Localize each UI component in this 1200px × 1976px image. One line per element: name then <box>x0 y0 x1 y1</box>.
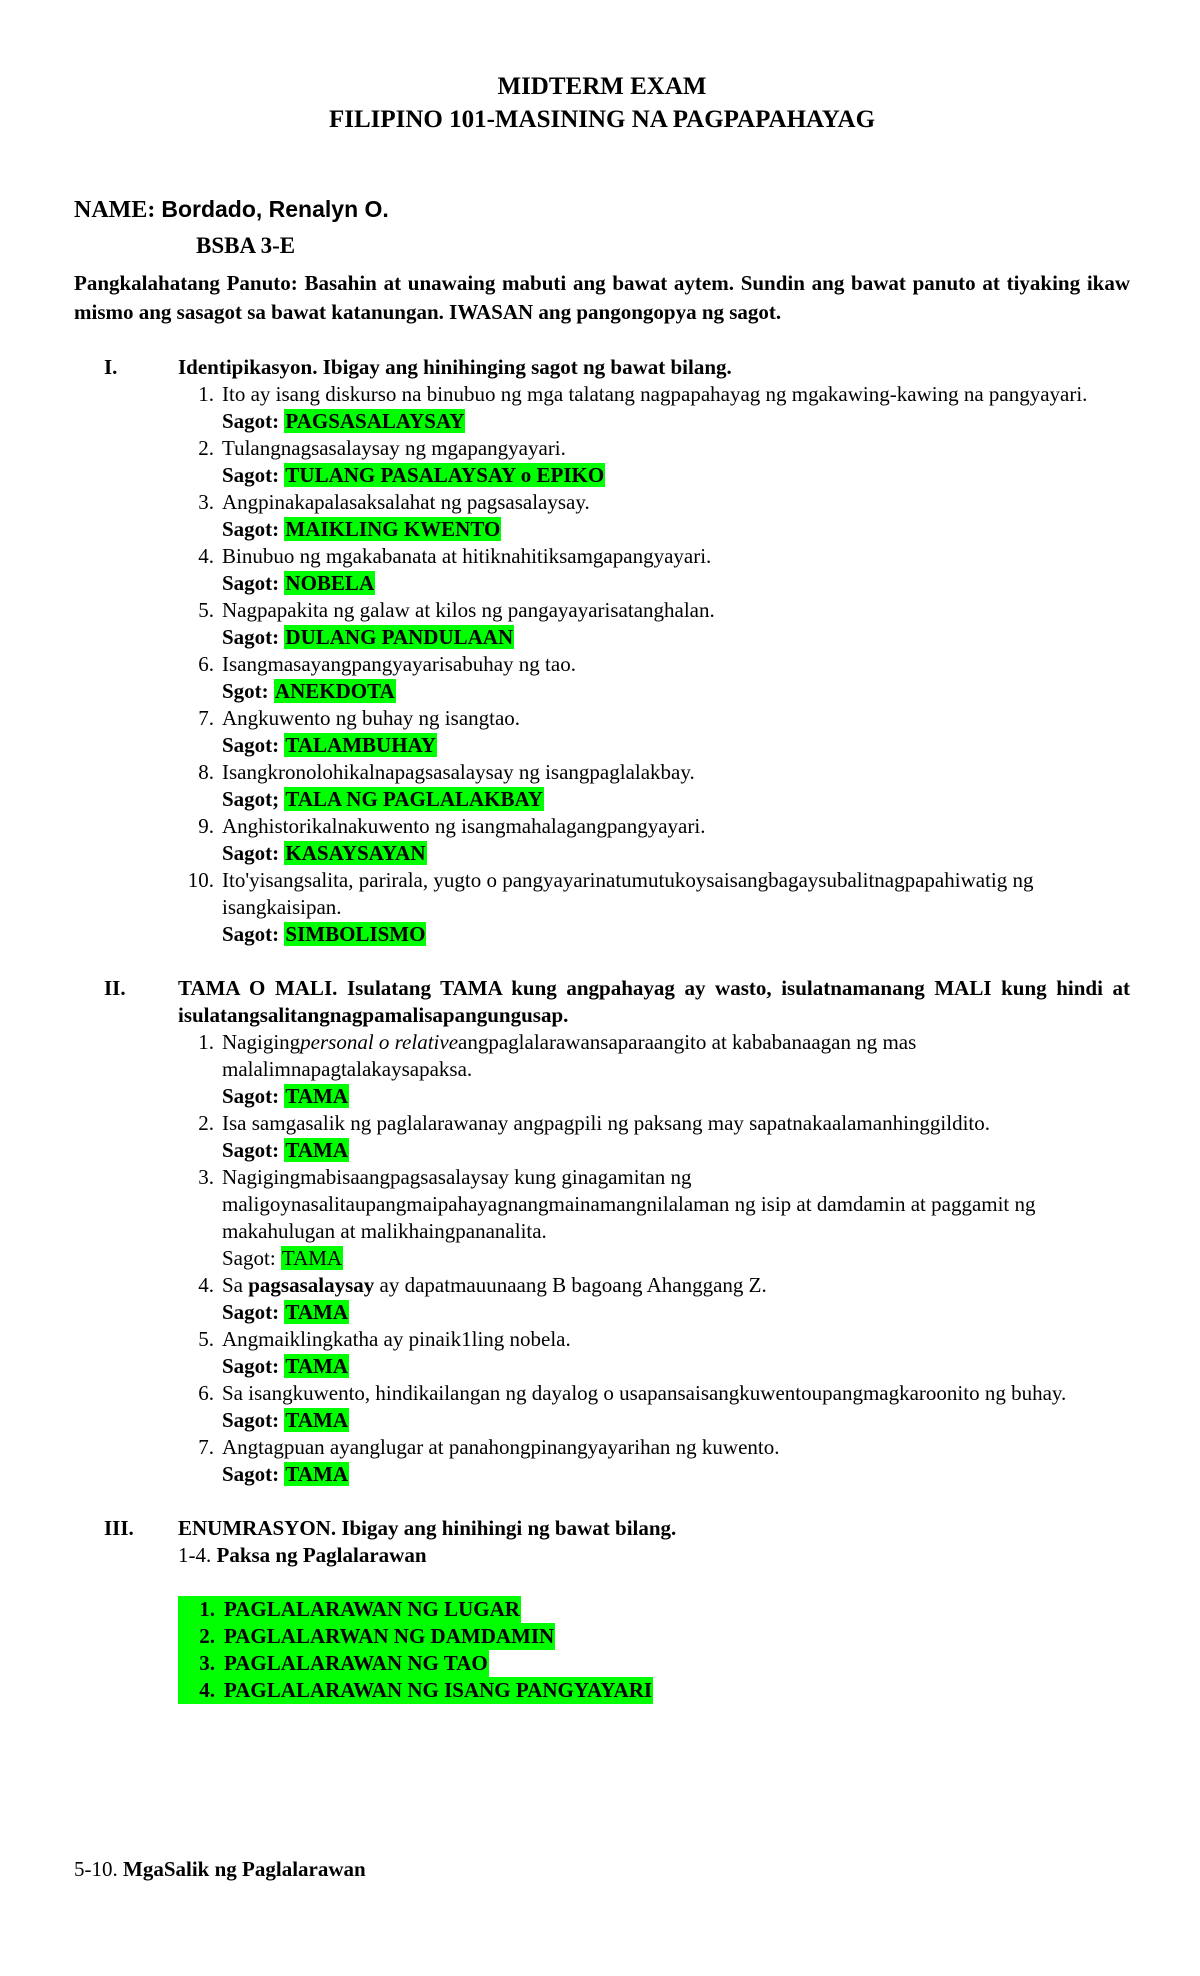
answer-label: Sagot: <box>222 1300 285 1324</box>
section-number: I. <box>104 355 118 379</box>
answer-label: Sagot: <box>222 1408 285 1432</box>
answer-label: Sagot: <box>222 1084 285 1108</box>
subheading-number: 1-4. <box>178 1543 217 1567</box>
question-item <box>178 1326 1130 1380</box>
answer-line <box>222 786 1130 813</box>
section-heading <box>74 1515 1130 1542</box>
answer-text: TALAMBUHAY <box>285 733 436 757</box>
question-number: 6. <box>198 652 214 676</box>
question-text: Isa samgasalik ng paglalarawanay angpagpili ng paksang may sapatnakaalamanhinggildito. <box>222 1111 991 1135</box>
enumeration-number: 3. <box>178 1650 223 1677</box>
enumeration-answer: PAGLALARAWAN NG TAO <box>224 1651 488 1675</box>
question-number: 4. <box>198 544 214 568</box>
question-text: Isangmasayangpangyayarisabuhay ng tao. <box>222 652 576 676</box>
answer-label: Sagot: <box>222 1354 285 1378</box>
answer-text: TAMA <box>285 1462 349 1486</box>
question-text-part: Nagiging <box>222 1030 301 1054</box>
question-text: Sa isangkuwento, hindikailangan ng dayalog o usapansaisangkuwentoupangmagkaroonito ng buhay. <box>222 1381 1067 1405</box>
answer-text: PAGSASALAYSAY <box>285 409 465 433</box>
answer-label: Sgot: <box>222 679 274 703</box>
question-number: 1. <box>198 1030 214 1054</box>
question-text: Angmaiklingkatha ay pinaik1ling nobela. <box>222 1327 571 1351</box>
student-name-line <box>74 194 1130 225</box>
section-title: ENUMRASYON. Ibigay ang hinihingi ng bawat bilang. <box>178 1516 677 1540</box>
question-number: 1. <box>198 382 214 406</box>
question-number: 9. <box>198 814 214 838</box>
question-text: Binubuo ng mgakabanata at hitiknahitiksamgapangyayari. <box>222 544 712 568</box>
answer-line <box>222 1299 1130 1326</box>
answer-label: Sagot: <box>222 841 285 865</box>
question-item <box>178 651 1130 705</box>
answer-text: TAMA <box>285 1084 349 1108</box>
answer-text: TALA NG PAGLALAKBAY <box>285 787 543 811</box>
answer-line <box>222 1083 1130 1110</box>
question-number: 7. <box>198 1435 214 1459</box>
answer-line <box>222 1461 1130 1488</box>
question-number: 3. <box>198 1165 214 1189</box>
question-number: 2. <box>198 436 214 460</box>
answer-text: SIMBOLISMO <box>285 922 426 946</box>
answer-label: Sagot: <box>222 517 285 541</box>
answer-label: Sagot: <box>222 463 285 487</box>
question-number: 5. <box>198 1327 214 1351</box>
question-number: 10. <box>187 868 214 892</box>
section-enumeration <box>74 1515 1130 1704</box>
question-item <box>178 489 1130 543</box>
question-item <box>178 813 1130 867</box>
question-item <box>178 1380 1130 1434</box>
exam-title: MIDTERM EXAM <box>497 73 707 100</box>
answer-text: TULANG PASALAYSAY o EPIKO <box>285 463 605 487</box>
question-list <box>178 381 1130 948</box>
question-text: Anghistorikalnakuwento ng isangmahalagangpangyayari. <box>222 814 706 838</box>
enumeration-answer: PAGLALARAWAN NG LUGAR <box>224 1597 520 1621</box>
answer-text: NOBELA <box>285 571 375 595</box>
question-text: Ito ay isang diskurso na binubuo ng mga talatang nagpapahayag ng mgakawing-kawing na pangyayari. <box>222 382 1088 406</box>
answer-text: TAMA <box>285 1138 349 1162</box>
next-section-heading <box>74 1856 366 1883</box>
question-text: Ito'yisangsalita, parirala, yugto o pangyayarinatumutukoysaisangbagaysubalitnagpapahiwatig ng isangkaisipan. <box>222 868 1034 919</box>
question-item <box>178 867 1130 948</box>
answer-text: MAIKLING KWENTO <box>285 517 501 541</box>
course-title: FILIPINO 101-MASINING NA PAGPAPAHAYAG <box>328 106 876 133</box>
question-number: 4. <box>198 1273 214 1297</box>
next-section-number: 5-10. <box>74 1857 123 1881</box>
answer-line <box>222 1407 1130 1434</box>
section-true-false <box>74 975 1130 1488</box>
question-item <box>178 1029 1130 1110</box>
enumeration-item <box>178 1650 1130 1677</box>
answer-text: TAMA <box>285 1408 349 1432</box>
question-number: 2. <box>198 1111 214 1135</box>
enumeration-number: 2. <box>178 1623 223 1650</box>
answer-text: TAMA <box>285 1300 349 1324</box>
section-title: TAMA O MALI. Isulatang TAMA kung angpahayag ay wasto, isulatnamanang MALI kung hindi at isulatangsalitangnagpamalisapangungusap. <box>178 976 1130 1027</box>
question-number: 7. <box>198 706 214 730</box>
question-list <box>178 1029 1130 1488</box>
section-heading <box>74 354 1130 381</box>
question-text: Angtagpuan ayanglugar at panahongpinangyayarihan ng kuwento. <box>222 1435 780 1459</box>
question-item <box>178 759 1130 813</box>
answer-line <box>222 840 1130 867</box>
answer-label: Sagot: <box>222 922 285 946</box>
question-item <box>178 597 1130 651</box>
next-section-title: MgaSalik ng Paglalarawan <box>123 1857 366 1881</box>
answer-label: Sagot: <box>222 1246 281 1270</box>
enumeration-subheading <box>178 1542 1130 1569</box>
question-text-part: ay dapatmauunaang B bagoang Ahanggang Z. <box>374 1273 767 1297</box>
enumeration-number: 4. <box>178 1677 223 1704</box>
section-identification <box>74 354 1130 948</box>
question-text-part: angpaglalarawansaparaangito at kababanaagan ng mas malalimnapagtalakaysapaksa. <box>222 1030 917 1081</box>
answer-line <box>222 462 1130 489</box>
answer-line <box>222 516 1130 543</box>
question-item <box>178 705 1130 759</box>
question-item <box>178 1110 1130 1164</box>
document-body <box>74 70 1130 1704</box>
question-text: Isangkronolohikalnapagsasalaysay ng isangpaglalakbay. <box>222 760 695 784</box>
answer-line <box>222 921 1130 948</box>
answer-text: TAMA <box>281 1246 343 1270</box>
answer-line <box>222 1353 1130 1380</box>
enumeration-item <box>178 1623 1130 1650</box>
question-number: 3. <box>198 490 214 514</box>
question-text-italic: personal o relative <box>300 1030 459 1054</box>
question-item <box>178 543 1130 597</box>
question-text-part: Sa <box>222 1273 249 1297</box>
question-item <box>178 381 1130 435</box>
answer-line <box>222 408 1130 435</box>
answer-label: Sagot: <box>222 571 285 595</box>
enumeration-answers <box>178 1596 1130 1704</box>
section-title: Identipikasyon. Ibigay ang hinihinging sagot ng bawat bilang. <box>178 355 732 379</box>
question-number: 8. <box>198 760 214 784</box>
question-text: Nagigingmabisaangpagsasalaysay kung ginagamitan ng maligoynasalitaupangmaipahayagnangmainamangnilalaman ng isip at damdamin at paggamit ng makahulugan at malikhaingpananalita. <box>222 1165 1036 1243</box>
enumeration-item <box>178 1596 1130 1623</box>
answer-label: Sagot: <box>222 1462 285 1486</box>
question-text <box>222 1029 1130 1083</box>
question-item <box>178 1272 1130 1326</box>
question-text: Angpinakapalasaksalahat ng pagsasalaysay. <box>222 490 590 514</box>
section-number: II. <box>104 976 126 1000</box>
student-course: BSBA 3-E <box>196 233 296 258</box>
subheading-title: Paksa ng Paglalarawan <box>216 1543 427 1567</box>
answer-text: KASAYSAYAN <box>285 841 426 865</box>
question-item <box>178 1434 1130 1488</box>
question-text: Tulangnagsasalaysay ng mgapangyayari. <box>222 436 566 460</box>
name-label: NAME: <box>74 197 162 223</box>
answer-line <box>222 1137 1130 1164</box>
question-text: Nagpapakita ng galaw at kilos ng pangayayarisatanghalan. <box>222 598 715 622</box>
enumeration-item <box>178 1677 1130 1704</box>
answer-text: TAMA <box>285 1354 349 1378</box>
question-text-bold: pagsasalaysay <box>248 1273 375 1297</box>
question-item <box>178 1164 1130 1272</box>
answer-label: Sagot: <box>222 409 285 433</box>
section-heading <box>74 975 1130 1029</box>
answer-label: Sagot: <box>222 625 285 649</box>
question-item <box>178 435 1130 489</box>
question-text: Angkuwento ng buhay ng isangtao. <box>222 706 521 730</box>
question-number: 5. <box>198 598 214 622</box>
answer-text: DULANG PANDULAAN <box>285 625 514 649</box>
answer-label: Sagot; <box>222 787 285 811</box>
enumeration-number: 1. <box>178 1596 223 1623</box>
answer-line <box>222 570 1130 597</box>
answer-line <box>222 1245 1130 1272</box>
general-instructions: Pangkalahatang Panuto: Basahin at unawaing mabuti ang bawat aytem. Sundin ang bawat panuto at tiyaking ikaw mismo ang sasagot sa bawat katanungan. IWASAN ang pangongopya ng sagot. <box>74 271 1130 324</box>
enumeration-answer: PAGLALARWAN NG DAMDAMIN <box>224 1624 555 1648</box>
answer-label: Sagot: <box>222 733 285 757</box>
student-name: Bordado, Renalyn O. <box>161 196 389 222</box>
answer-text: ANEKDOTA <box>274 679 395 703</box>
question-number: 6. <box>198 1381 214 1405</box>
answer-line <box>222 624 1130 651</box>
question-text <box>222 1272 1130 1299</box>
answer-line <box>222 678 1130 705</box>
answer-label: Sagot: <box>222 1138 285 1162</box>
enumeration-answer: PAGLALARAWAN NG ISANG PANGYAYARI <box>224 1678 653 1702</box>
section-number: III. <box>104 1516 134 1540</box>
answer-line <box>222 732 1130 759</box>
